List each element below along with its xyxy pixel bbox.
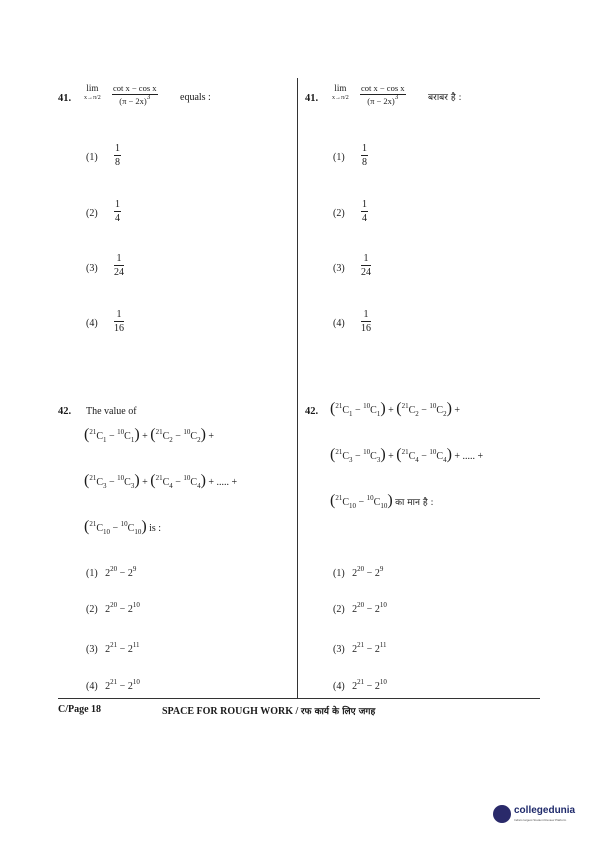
base: 2 [127,681,133,692]
opt-label: (4) [333,681,345,692]
op: − [112,523,119,534]
q42-opt3-hi: (3) $2^{21} - 2^{11}$ [333,641,387,655]
q41-number-hi: 41. [305,93,319,104]
exp: 10 [132,678,140,686]
q41-denominator: (π − 2x) [367,95,395,106]
rough-work-en: SPACE FOR ROUGH WORK / [162,706,299,717]
sup-10: 10 [183,428,191,436]
q41-fraction-en [112,84,158,106]
op: + [142,431,148,442]
q41-numerator: cot x − cos x [113,83,157,93]
base: 2 [127,644,133,655]
q41-denominator: (π − 2x) [119,95,147,106]
q42-suffix-hi: का मान है : [395,498,434,508]
base: 2 [374,681,380,692]
opt-den: 24 [361,267,371,278]
q42-opt1-hi: (1) $2^{20} - 2^9$ [333,565,384,579]
q41-opt2-label-hi: (2) [333,208,345,219]
rough-work-hi: रफ कार्य के लिए जगह [300,707,376,717]
exp: 10 [132,601,140,609]
q42-expr-line3-en: $(^{21}C_{10} - ^{10}C_{10})$ is : [84,518,162,536]
opt-den: 16 [114,323,124,334]
opt-num: 1 [114,254,124,266]
sup-10: 10 [120,520,128,528]
collegedunia-tagline: India's largest Student Review Platform [514,818,567,822]
sup-10: 10 [429,402,437,410]
column-divider [297,78,298,698]
q41-den-exp: 3 [394,92,399,101]
exp: 20 [110,601,118,609]
exp: 20 [357,565,365,573]
opt-num: 1 [362,199,367,210]
q42-number-hi: 42. [305,406,319,417]
q42-expr-line1-hi: $(^{21}C_1 - ^{10}C_1) + (^{21}C_2 - ^{10}C_2)$ + [330,400,461,418]
exp: 10 [379,601,387,609]
opt-label: (1) [333,568,345,579]
sup-10: 10 [363,448,371,456]
lim-sub: x→π/2 [332,95,349,101]
op: − [175,431,181,442]
exp: 9 [379,565,384,573]
q41-opt4-label-en: (4) [86,318,98,329]
opt-label: (4) [86,681,98,692]
base: 2 [374,568,380,579]
q41-opt3-label-en: (3) [86,263,98,274]
q42-opt2-hi: (2) $2^{20} - 2^{10}$ [333,601,387,615]
sup-10: 10 [117,428,125,436]
q41-lim-en [84,84,101,101]
op: − [109,431,115,442]
opt-label: (3) [333,644,345,655]
opt-label: (3) [86,644,98,655]
q41-opt4-label-hi: (4) [333,318,345,329]
q41-opt2-frac-en [114,200,121,224]
lim-word: lim [86,83,99,93]
q42-suffix-en: is : [149,523,162,534]
lim-word: lim [334,83,347,93]
opt-label: (1) [86,568,98,579]
opt-den: 16 [361,323,371,334]
q41-number-en: 41. [58,93,72,104]
op: + [454,405,461,416]
exp: 21 [357,641,365,649]
q42-opt2-en: (2) $2^{20} - 2^{10}$ [86,601,140,615]
opt-den: 24 [114,267,124,278]
collegedunia-logo-text: collegedunia [514,805,576,816]
q42-opt4-hi: (4) $2^{21} - 2^{10}$ [333,678,387,692]
sup-10: 10 [363,402,371,410]
op: − [358,497,365,508]
base: 2 [352,568,358,579]
exp: 9 [132,565,137,573]
base: 2 [105,604,111,615]
op: − [109,477,115,488]
op: − [355,451,361,462]
q41-opt1-frac-hi [361,144,368,168]
q42-opt3-en: (3) $2^{21} - 2^{11}$ [86,641,140,655]
exp: 11 [132,641,140,649]
opt-num: 1 [115,143,120,154]
q41-opt3-frac-en [114,254,124,278]
sup-21: 21 [89,474,97,482]
op: − [355,405,361,416]
exp: 20 [357,601,365,609]
sup-21: 21 [401,448,409,456]
sup-21: 21 [335,494,343,502]
opt-den: 4 [362,213,367,224]
opt-den: 8 [115,157,120,168]
base: 2 [352,604,358,615]
q41-opt3-label-hi: (3) [333,263,345,274]
base: 2 [374,644,380,655]
sup-21: 21 [89,520,97,528]
sup-10: 10 [366,494,374,502]
opt-num: 1 [361,310,371,322]
sup-10: 10 [429,448,437,456]
q41-suffix-hi: बराबर है : [428,93,462,103]
footer-divider [58,698,540,699]
opt-den: 4 [115,213,120,224]
opt-den: 8 [362,157,367,168]
base: 2 [105,644,111,655]
sup-21: 21 [155,474,163,482]
op: + [388,405,394,416]
q41-den-exp: 3 [146,92,151,101]
q41-numerator: cot x − cos x [361,83,405,93]
exp: 21 [110,678,118,686]
q42-expr-line2-en: $(^{21}C_3 - ^{10}C_3) + (^{21}C_4 - ^{10}C_4)$ + ..... + [84,472,238,490]
exp: 11 [379,641,387,649]
op: − [175,477,181,488]
sup-21: 21 [335,448,343,456]
q42-expr-line1-en: $(^{21}C_1 - ^{10}C_1) + (^{21}C_2 - ^{10}C_2)$ + [84,426,215,444]
q42-opt4-en: (4) $2^{21} - 2^{10}$ [86,678,140,692]
op: + [208,431,215,442]
base: 2 [105,681,111,692]
base: 2 [352,681,358,692]
q42-number-en: 42. [58,406,72,417]
opt-label: (2) [333,604,345,615]
op: + [388,451,394,462]
exp: 21 [357,678,365,686]
q41-opt4-frac-hi [361,310,371,334]
exp: 10 [379,678,387,686]
q41-suffix-en: equals : [180,92,211,103]
sup-21: 21 [155,428,163,436]
lim-sub: x→π/2 [84,95,101,101]
q41-opt1-frac-en [114,144,121,168]
q41-opt4-frac-en [114,310,124,334]
op: − [421,405,427,416]
q42-opt1-en: (1) $2^{20} - 2^9$ [86,565,137,579]
sup-10: 10 [183,474,191,482]
q41-fraction-hi [360,84,406,106]
opt-num: 1 [114,310,124,322]
q41-opt2-label-en: (2) [86,208,98,219]
base: 2 [105,568,111,579]
sup-21: 21 [89,428,97,436]
exp: 20 [110,565,118,573]
sup-10: 10 [117,474,125,482]
q42-intro-en: The value of [86,406,137,417]
sup-21: 21 [335,402,343,410]
op: − [421,451,427,462]
q41-opt2-frac-hi [361,200,368,224]
opt-num: 1 [115,199,120,210]
collegedunia-logo-icon [493,805,511,823]
q41-lim-hi [332,84,349,101]
exp: 21 [110,641,118,649]
base: 2 [127,604,133,615]
op: + [142,477,148,488]
op-dots: + ..... + [208,477,238,488]
opt-num: 1 [362,143,367,154]
q41-opt1-label-hi: (1) [333,152,345,163]
page-number: C/Page 18 [58,704,102,715]
base: 2 [127,568,133,579]
base: 2 [352,644,358,655]
rough-work-label [162,704,375,717]
opt-num: 1 [361,254,371,266]
op-dots: + ..... + [454,451,484,462]
sup-21: 21 [401,402,409,410]
q41-opt3-frac-hi [361,254,371,278]
opt-label: (2) [86,604,98,615]
base: 2 [374,604,380,615]
q42-expr-line3-hi: $(^{21}C_{10} - ^{10}C_{10})$ का मान है : [330,492,434,510]
q41-opt1-label-en: (1) [86,152,98,163]
q42-expr-line2-hi: $(^{21}C_3 - ^{10}C_3) + (^{21}C_4 - ^{10}C_4)$ + ..... + [330,446,484,464]
